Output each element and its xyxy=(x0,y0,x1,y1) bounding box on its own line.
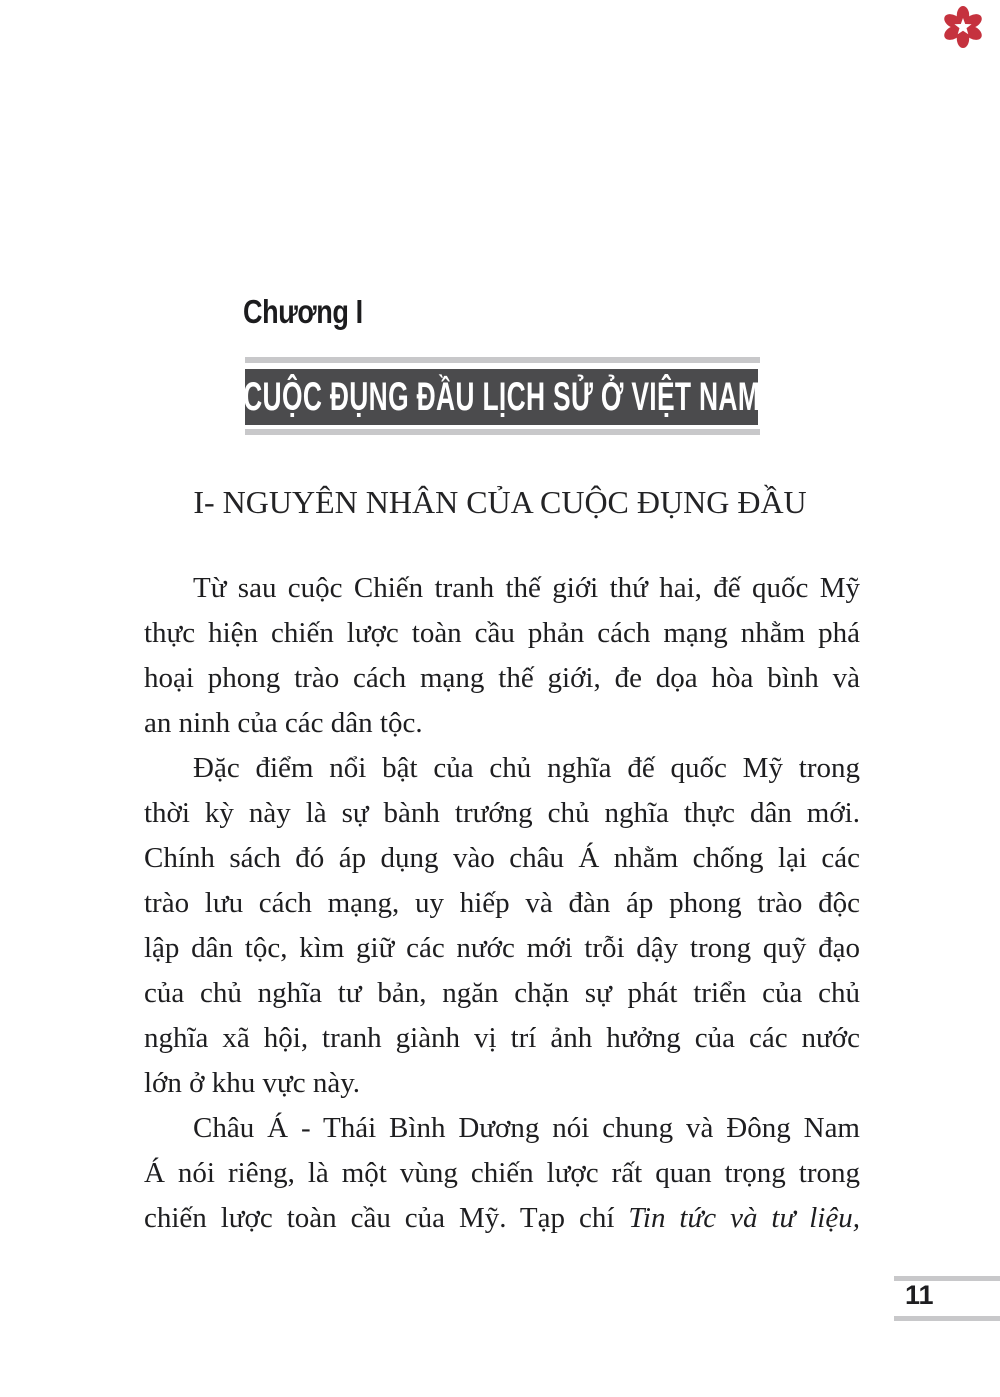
body-line: lớn ở khu vực này. xyxy=(144,1067,361,1099)
chapter-label-text: Chương I xyxy=(243,293,363,330)
red-flower-star-icon xyxy=(941,5,985,49)
body-line: thực hiện chiến lược toàn cầu phản cách mạng nhằm phá xyxy=(144,617,860,649)
body-line-italic-text: Tin tức và tư liệu, xyxy=(628,1202,860,1234)
body-line: Chính sách đó áp dụng vào châu Á nhằm chống lại các xyxy=(144,842,860,874)
section-heading: I- NGUYÊN NHÂN CỦA CUỘC ĐỤNG ĐẦU xyxy=(193,484,807,520)
body-line: an ninh của các dân tộc. xyxy=(144,707,423,739)
body-line: Á nói riêng, là một vùng chiến lược rất quan trọng trong xyxy=(144,1157,860,1189)
body-line: của chủ nghĩa tư bản, ngăn chặn sự phát triển của chủ xyxy=(144,977,860,1009)
page-number: 11 xyxy=(905,1280,934,1310)
body-line: thời kỳ này là sự bành trướng chủ nghĩa thực dân mới. xyxy=(144,797,860,829)
body-line: Châu Á - Thái Bình Dương nói chung và Đông Nam xyxy=(193,1112,860,1144)
body-line: lập dân tộc, kìm giữ các nước mới trỗi dậy trong quỹ đạo xyxy=(144,932,860,964)
body-text xyxy=(144,566,860,1241)
body-line: hoại phong trào cách mạng thế giới, đe dọa hòa bình và xyxy=(144,662,860,694)
body-line: Từ sau cuộc Chiến tranh thế giới thứ hai, đế quốc Mỹ xyxy=(193,572,860,604)
banner-top-rule xyxy=(245,357,760,363)
chapter-title: CUỘC ĐỤNG ĐẦU LỊCH SỬ Ở VIỆT NAM xyxy=(243,374,760,419)
body-line: nghĩa xã hội, tranh giành vị trí ảnh hưởng của các nước xyxy=(144,1022,860,1054)
banner-bottom-rule xyxy=(245,429,760,435)
body-line xyxy=(144,1196,860,1241)
body-line: Đặc điểm nổi bật của chủ nghĩa đế quốc Mỹ trong xyxy=(193,752,860,784)
body-line-normal-text: chiến lược toàn cầu của Mỹ. Tạp chí xyxy=(144,1202,629,1234)
footer-bottom-rule xyxy=(894,1316,1000,1321)
chapter-label xyxy=(243,293,389,331)
body-line: trào lưu cách mạng, uy hiếp và đàn áp phong trào độc xyxy=(144,887,860,919)
chapter-title-banner xyxy=(245,369,758,425)
